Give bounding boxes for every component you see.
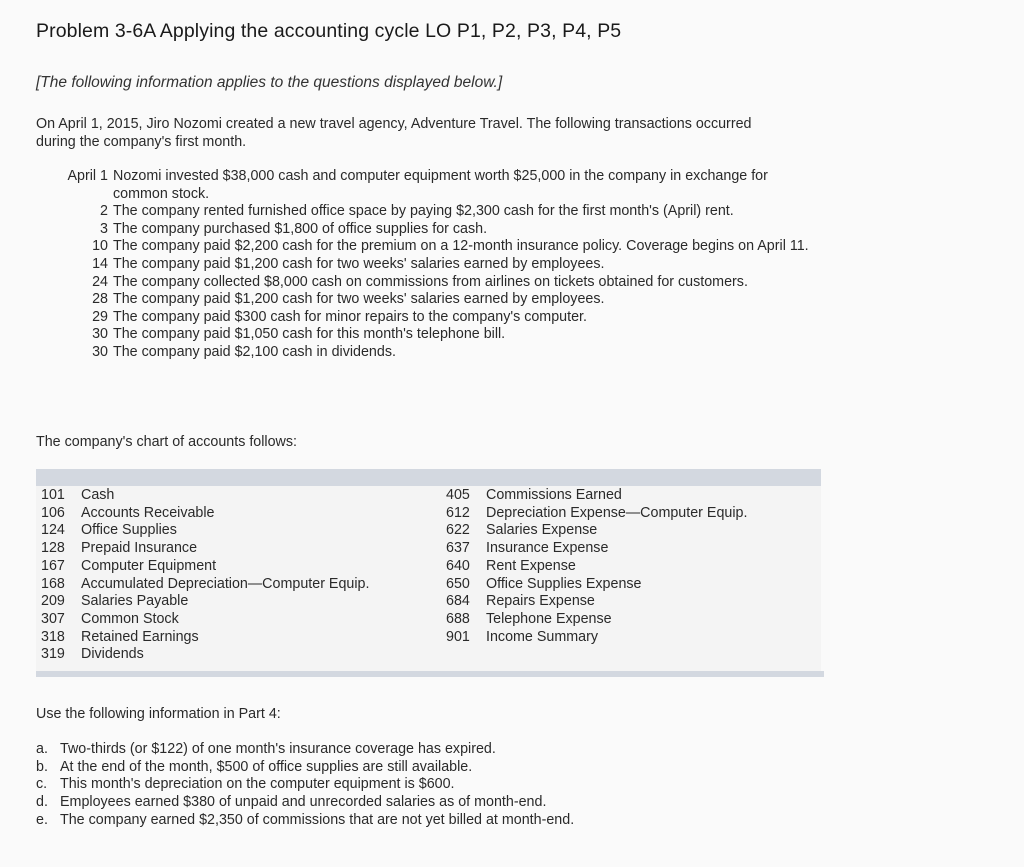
- account-name: Office Supplies Expense: [486, 575, 642, 592]
- adjustment-letter: c.: [36, 776, 48, 793]
- transaction-description: The company paid $1,200 cash for two weeks' salaries earned by employees.: [113, 291, 605, 308]
- transaction-row: [36, 238, 816, 256]
- table-footer-bar: [36, 671, 824, 677]
- account-number: 101: [41, 487, 65, 503]
- transaction-date: 14: [92, 255, 108, 272]
- account-number: 106: [41, 504, 65, 521]
- transaction-date: 28: [92, 291, 108, 308]
- transaction-row: [36, 326, 816, 344]
- account-row: [41, 593, 369, 611]
- adjustment-letter: d.: [36, 794, 48, 811]
- transaction-date: 10: [92, 238, 108, 255]
- transaction-row: [36, 168, 816, 203]
- account-number: 612: [446, 504, 470, 521]
- transaction-date: 3: [100, 220, 108, 237]
- account-name: Depreciation Expense—Computer Equip.: [486, 504, 748, 521]
- account-row: [446, 611, 747, 629]
- adjustment-item: [36, 741, 574, 759]
- account-number: 167: [41, 557, 65, 574]
- account-row: [41, 629, 369, 647]
- part4-lead: Use the following information in Part 4:: [36, 706, 281, 722]
- account-row: [41, 522, 369, 540]
- account-row: [446, 487, 747, 505]
- transaction-date: 2: [100, 203, 108, 220]
- account-name: Accumulated Depreciation—Computer Equip.: [81, 575, 370, 592]
- account-name: Insurance Expense: [486, 540, 609, 557]
- account-number: 684: [446, 593, 470, 610]
- account-name: Dividends: [81, 646, 144, 663]
- adjustment-item: [36, 794, 574, 812]
- transaction-description: The company collected $8,000 cash on commissions from airlines on tickets obtained for customers.: [113, 273, 748, 290]
- transaction-description: The company paid $1,200 cash for two weeks' salaries earned by employees.: [113, 255, 605, 272]
- transaction-date: April 1: [67, 168, 108, 184]
- account-number: 637: [446, 540, 470, 557]
- account-row: [41, 505, 369, 523]
- account-name: Accounts Receivable: [81, 504, 215, 521]
- transaction-date: 30: [92, 343, 108, 360]
- transaction-description: The company paid $1,050 cash for this month's telephone bill.: [113, 326, 506, 343]
- transaction-row: [36, 221, 816, 239]
- account-number: 688: [446, 610, 470, 627]
- accounts-column-left: [41, 487, 369, 664]
- adjustment-text: Employees earned $380 of unpaid and unrecorded salaries as of month-end.: [60, 794, 547, 811]
- transaction-description: The company paid $2,100 cash in dividends.: [113, 343, 396, 360]
- table-header-bar: [36, 469, 821, 486]
- adjustment-text: This month's depreciation on the computer equipment is $600.: [60, 776, 455, 793]
- adjustment-item: [36, 759, 574, 777]
- transaction-row: [36, 344, 816, 362]
- account-row: [446, 505, 747, 523]
- account-number: 168: [41, 575, 65, 592]
- account-number: 640: [446, 557, 470, 574]
- transaction-row: [36, 256, 816, 274]
- transaction-row: [36, 274, 816, 292]
- transaction-row: [36, 203, 816, 221]
- transaction-description: Nozomi invested $38,000 cash and computer equipment worth $25,000 in the company in exchange for common stock.: [113, 168, 768, 202]
- account-number: 901: [446, 628, 470, 645]
- account-name: Office Supplies: [81, 522, 177, 539]
- adjustment-letter: e.: [36, 811, 48, 828]
- account-name: Salaries Payable: [81, 593, 189, 610]
- account-name: Cash: [81, 487, 115, 503]
- adjustment-letter: a.: [36, 741, 48, 757]
- adjustment-text: Two-thirds (or $122) of one month's insurance coverage has expired.: [60, 741, 496, 757]
- account-name: Rent Expense: [486, 557, 576, 574]
- account-row: [446, 593, 747, 611]
- account-row: [446, 576, 747, 594]
- transaction-description: The company paid $300 cash for minor repairs to the company's computer.: [113, 308, 587, 325]
- account-number: 128: [41, 540, 65, 557]
- adjustment-item: [36, 776, 574, 794]
- account-name: Telephone Expense: [486, 610, 612, 627]
- account-number: 405: [446, 487, 470, 503]
- transaction-date: 29: [92, 308, 108, 325]
- account-name: Salaries Expense: [486, 522, 598, 539]
- transaction-description: The company rented furnished office space by paying $2,300 cash for the first month's (April) rent.: [113, 203, 734, 220]
- account-row: [446, 629, 747, 647]
- adjustment-text: The company earned $2,350 of commissions that are not yet billed at month-end.: [60, 811, 575, 828]
- account-row: [41, 558, 369, 576]
- transaction-row: [36, 309, 816, 327]
- accounts-column-right: [446, 487, 747, 646]
- account-row: [41, 646, 369, 664]
- account-number: 650: [446, 575, 470, 592]
- account-name: Repairs Expense: [486, 593, 595, 610]
- account-number: 622: [446, 522, 470, 539]
- account-name: Income Summary: [486, 628, 599, 645]
- account-row: [41, 540, 369, 558]
- adjustment-item: [36, 812, 574, 830]
- transaction-date: 30: [92, 326, 108, 343]
- account-number: 124: [41, 522, 65, 539]
- account-row: [446, 522, 747, 540]
- account-name: Computer Equipment: [81, 557, 217, 574]
- transaction-date: 24: [92, 273, 108, 290]
- adjustment-text: At the end of the month, $500 of office supplies are still available.: [60, 758, 473, 775]
- account-row: [41, 487, 369, 505]
- account-row: [446, 540, 747, 558]
- account-name: Prepaid Insurance: [81, 540, 198, 557]
- transactions-list: [36, 168, 816, 362]
- transaction-row: [36, 291, 816, 309]
- chart-of-accounts-lead: The company's chart of accounts follows:: [36, 434, 297, 450]
- intro-note: [The following information applies to the questions displayed below.]: [36, 74, 503, 91]
- account-row: [41, 611, 369, 629]
- account-number: 319: [41, 646, 65, 663]
- account-number: 307: [41, 610, 65, 627]
- adjustment-letter: b.: [36, 758, 48, 775]
- transaction-description: The company purchased $1,800 of office supplies for cash.: [113, 220, 488, 237]
- account-number: 318: [41, 628, 65, 645]
- account-row: [41, 576, 369, 594]
- account-name: Commissions Earned: [486, 487, 622, 503]
- account-name: Retained Earnings: [81, 628, 199, 645]
- adjustments-list: [36, 741, 574, 830]
- account-name: Common Stock: [81, 610, 179, 627]
- transaction-description: The company paid $2,200 cash for the premium on a 12-month insurance policy. Coverage begins on April 11.: [113, 238, 809, 255]
- account-row: [446, 558, 747, 576]
- scenario-text: On April 1, 2015, Jiro Nozomi created a new travel agency, Adventure Travel. The following transactions occurred during the company's first month.: [36, 116, 752, 150]
- page-title: Problem 3-6A Applying the accounting cycle LO P1, P2, P3, P4, P5: [36, 20, 622, 42]
- account-number: 209: [41, 593, 65, 610]
